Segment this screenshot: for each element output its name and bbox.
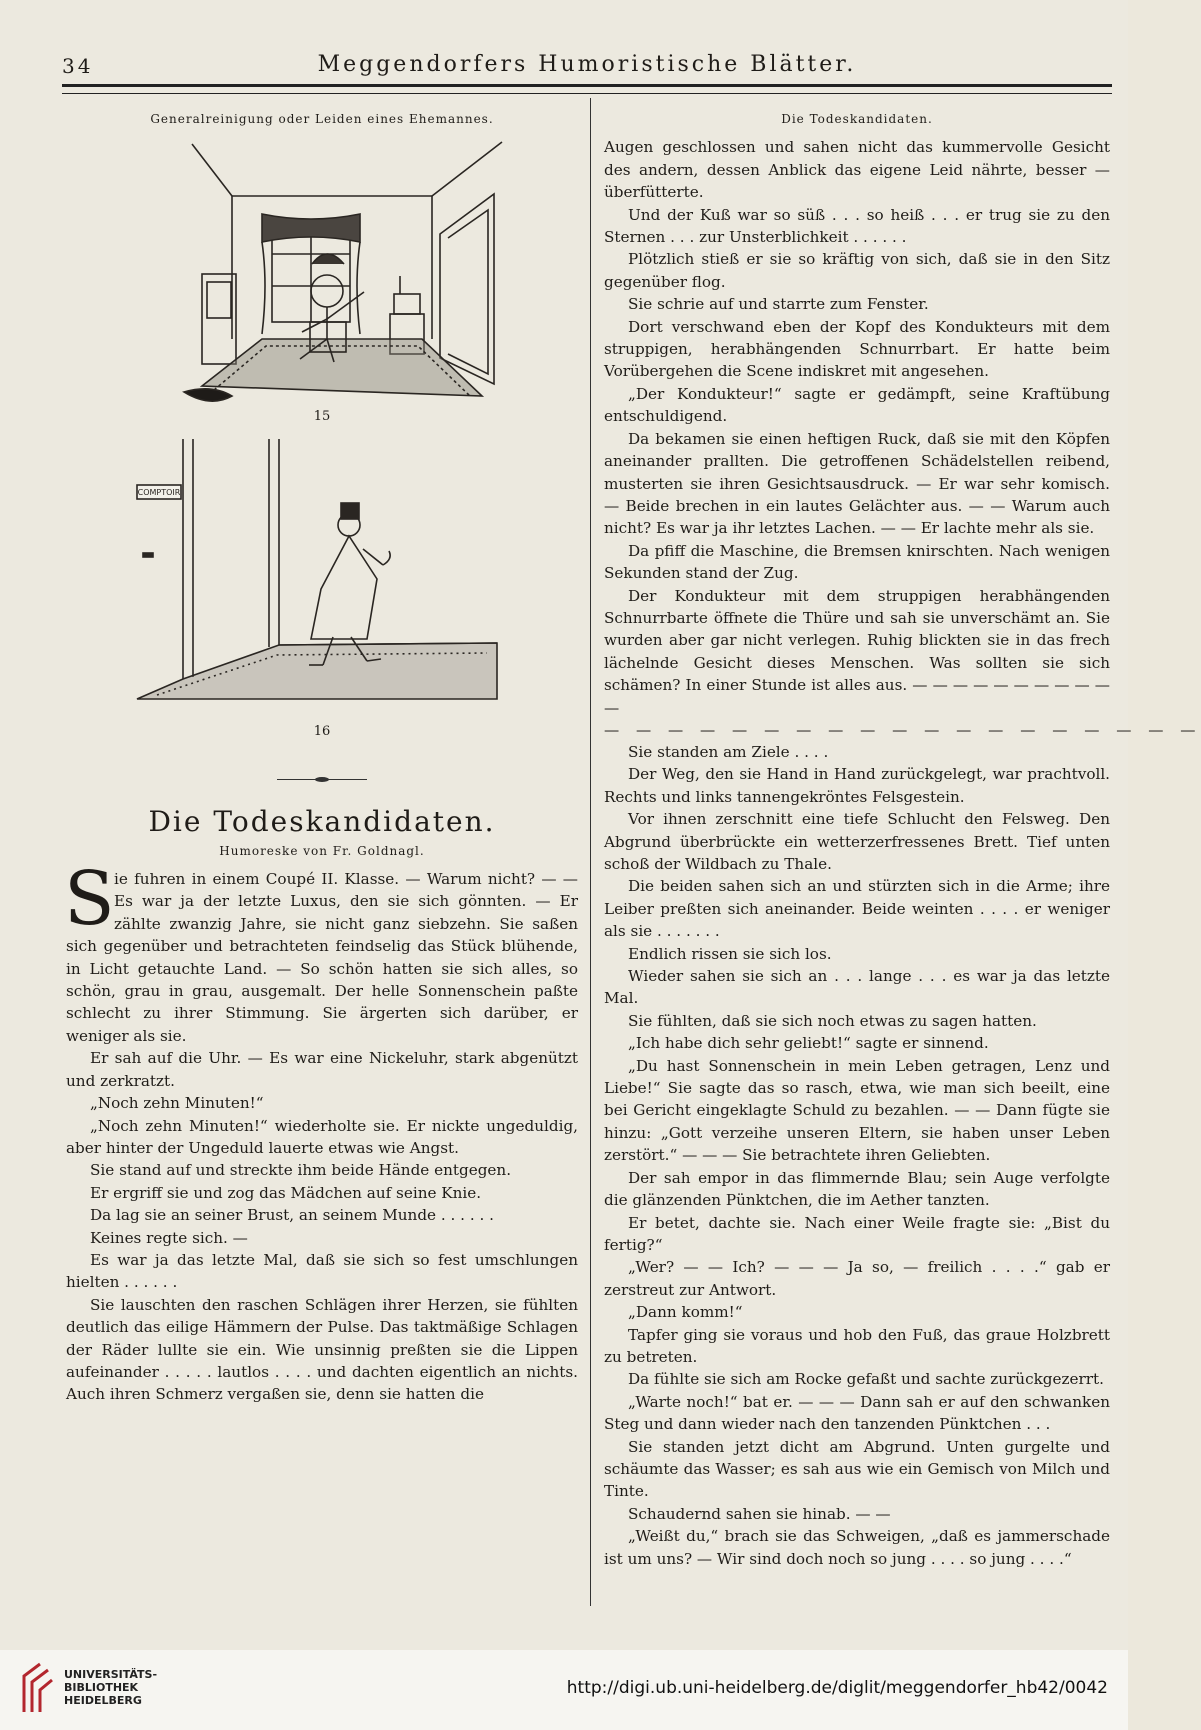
paragraph: Es war ja das letzte Mal, daß sie sich so fest umschlungen hielten . . . . . . (66, 1250, 578, 1292)
paragraph: Der Kondukteur mit dem struppigen herabhängenden Schnurrbarte öffnete die Thüre und sah sie unverschämt an. Sie wurden aber gar nicht verlegen. Ruhig blickten sie in das frech lächelnde Gesicht dieses Menschen. Was sollten sie sich schämen? In einer Stunde ist alles aus. — — — — — — — — — — — (604, 586, 1110, 717)
paragraph: „Dann komm!“ (628, 1303, 743, 1322)
paragraph: Da lag sie an seiner Brust, an seinem Munde . . . . . . (90, 1206, 494, 1225)
paragraph: Wieder sahen sie sich an . . . lange . . . es war ja das letzte Mal. (604, 967, 1110, 1008)
paragraph: Vor ihnen zerschnitt eine tiefe Schlucht den Felsweg. Den Abgrund überbrückte ein wetterzerfressenes Brett. Tief unten schoß der Wildbach zu Thale. (604, 810, 1110, 873)
paragraph: Keines regte sich. — (90, 1228, 248, 1247)
source-url-link[interactable]: http://digi.ub.uni-heidelberg.de/diglit/meggendorfer_hb42/0042 (566, 1678, 1108, 1698)
paragraph: Sie stand auf und streckte ihm beide Hände entgegen. (90, 1161, 512, 1180)
left-column (66, 108, 578, 1406)
paragraph: „Weißt du,“ brach sie das Schweigen, „daß es jammerschade ist um uns? — Wir sind doch noch so jung . . . . so jung . . . .“ (604, 1527, 1110, 1568)
library-name-line: HEIDELBERG (64, 1694, 142, 1707)
paragraph: Tapfer ging sie voraus und hob den Fuß, das graue Holzbrett zu betreten. (604, 1325, 1110, 1366)
paragraph: „Noch zehn Minuten!“ (90, 1094, 264, 1113)
paragraph: Er sah auf die Uhr. — Es war eine Nickeluhr, stark abgenützt und zerkratzt. (66, 1049, 578, 1090)
paragraph: Sie schrie auf und starrte zum Fenster. (628, 295, 929, 314)
paragraph: Und der Kuß war so süß . . . so heiß . . . er trug sie zu den Sternen . . . zur Unsterblichkeit . . . . . . (604, 205, 1110, 247)
story-byline: Humoreske von Fr. Goldnagl. (219, 843, 425, 858)
figure-16-label: 16 (313, 723, 331, 739)
paragraph: „Du hast Sonnenschein in mein Leben getragen, Lenz und Liebe!“ Sie sagte das so rasch, etwa, wie man sich beeilt, eine bei Gericht eingeklagte Schuld zu bezahlen. — — Dann fügte sie hinzu: „Gott verzeihe unseren Eltern, sie haben unser Leben zerstört.“ — — — Sie betrachtete ihren Geliebten. (604, 1056, 1110, 1165)
paragraph: Plötzlich stieß er sie so kräftig von sich, daß sie in den Sitz gegenüber flog. (604, 250, 1110, 291)
paragraph: „Noch zehn Minuten!“ wiederholte sie. Er nickte ungeduldig, aber hinter der Ungeduld lauerte etwas wie Angst. (66, 1116, 578, 1157)
illustration-caption: Generalreinigung oder Leiden eines Ehemannes. (150, 112, 494, 126)
paragraph: Augen geschlossen und sahen nicht das kummervolle Gesicht des andern, dessen Anblick das eigene Leid nährte, besser — überfütterte. (604, 138, 1110, 202)
paragraph: Sie lauschten den raschen Schlägen ihrer Herzen, sie fühlten deutlich das eilige Hämmern der Pulse. Das taktmäßige Schlagen der Räder lullte sie ein. Wie unsinnig preßten sie die Lippen aufeinander . . . . . lautlos . . . . und dachten eigentlich an nichts. Auch ihren Schmerz vergaßen sie, denn sie hatten die (66, 1295, 578, 1404)
paragraph: Da fühlte sie sich am Rocke gefaßt und sachte zurückgezerrt. (628, 1370, 1104, 1389)
figure-15-label: 15 (313, 409, 331, 425)
paragraph: „Warte noch!“ bat er. — — — Dann sah er auf den schwanken Steg und dann wieder nach den tanzenden Pünktchen . . . (604, 1392, 1110, 1434)
paragraph: Schaudernd sahen sie hinab. — — (628, 1504, 891, 1523)
right-column (604, 108, 1201, 1570)
paragraph: Sie standen am Ziele . . . . (628, 742, 829, 761)
header-rule (62, 84, 1112, 94)
library-name[interactable] (64, 1668, 157, 1707)
paragraph: „Der Kondukteur!“ sagte er gedämpft, seine Kraftübung entschuldigend. (604, 384, 1110, 426)
library-name-line: UNIVERSITÄTS- (64, 1668, 158, 1681)
paragraph: Er betet, dachte sie. Nach einer Weile fragte sie: „Bist du fertig?“ (604, 1213, 1110, 1254)
paragraph: Sie fühlten, daß sie sich noch etwas zu sagen hatten. (628, 1011, 1037, 1030)
dash-separator: — — — — — — — — — — — — — — — — — — — (604, 720, 1201, 739)
paragraph: Die beiden sahen sich an und stürzten sich in die Arme; ihre Leiber preßten sich aneinander. Beide weinten . . . . er weniger als sie . . . . . . . (604, 877, 1110, 941)
drop-cap: S (64, 856, 115, 943)
paragraph: Er ergriff sie und zog das Mädchen auf seine Knie. (90, 1183, 482, 1202)
page-number: 34 (62, 54, 94, 78)
paragraph: Dort verschwand eben der Kopf des Kondukteurs mit dem struppigen, herabhängenden Schnurrbart. Er hatte beim Vorübergehen die Scene indiskret mit angesehen. (604, 317, 1110, 381)
running-title: Die Todeskandidaten. (781, 112, 933, 126)
section-ornament (277, 777, 367, 783)
paragraph: Endlich rissen sie sich los. (628, 944, 832, 963)
paragraph: „Ich habe dich sehr geliebt!“ sagte er sinnend. (628, 1034, 989, 1053)
paragraph: „Wer? — — Ich? — — — Ja so, — freilich . . . .“ gab er zerstreut zur Antwort. (604, 1258, 1110, 1299)
paragraph: Sie standen jetzt dicht am Abgrund. Unten gurgelte und schäumte das Wasser; es sah aus wie ein Gemisch von Milch und Tinte. (604, 1437, 1110, 1501)
story-body-left (64, 856, 578, 1406)
paragraph: Da bekamen sie einen heftigen Ruck, daß sie mit den Köpfen aneinander prallten. Die getroffenen Schädelstellen reibend, musterten sie ihren Gesichtsausdruck. — Er war sehr komisch. — Beide brechen in ein lautes Gelächter aus. — — Warum auch nicht? Es war ja ihr letztes Lachen. — — Er lachte mehr als sie. (604, 429, 1110, 538)
story-title: Die Todeskandidaten. (148, 805, 496, 839)
paragraph: ie fuhren in einem Coupé II. Klasse. — Warum nicht? — — Es war ja der letzte Luxus, den sie sich gönnten. — Er zählte zwanzig Jahre, sie nicht ganz siebzehn. Sie saßen sich gegenüber und betrachteten feindselig das Stück blühende, in Licht getauchte Land. — So schön hatten sie sich alles, so schön, grau in grau, ausgemalt. Der helle Sonnenschein paßte schlecht zu ihrer Stimmung. Sie ärgerten sich darüber, er weniger als sie. (66, 870, 578, 1045)
paragraph: Der sah empor in das flimmernde Blau; sein Auge verfolgte die glänzenden Pünktchen, die im Aether tanzten. (604, 1168, 1110, 1210)
column-divider (590, 98, 591, 1606)
page-header (62, 52, 1112, 82)
comptoir-sign-text: COMPTOIR (137, 487, 181, 497)
library-name-line: BIBLIOTHEK (64, 1681, 139, 1694)
illustration-room (122, 134, 522, 404)
paragraph: Der Weg, den sie Hand in Hand zurückgelegt, war prachtvoll. Rechts und links tannengekröntes Felsgestein. (604, 765, 1110, 806)
paragraph: Da pfiff die Maschine, die Bremsen knirschten. Nach wenigen Sekunden stand der Zug. (604, 541, 1110, 583)
footer-bar (0, 1650, 1128, 1730)
publication-title: Meggendorfers Humoristische Blätter. (317, 52, 857, 77)
illustration-office (137, 429, 507, 719)
library-logo-icon[interactable] (18, 1662, 54, 1716)
